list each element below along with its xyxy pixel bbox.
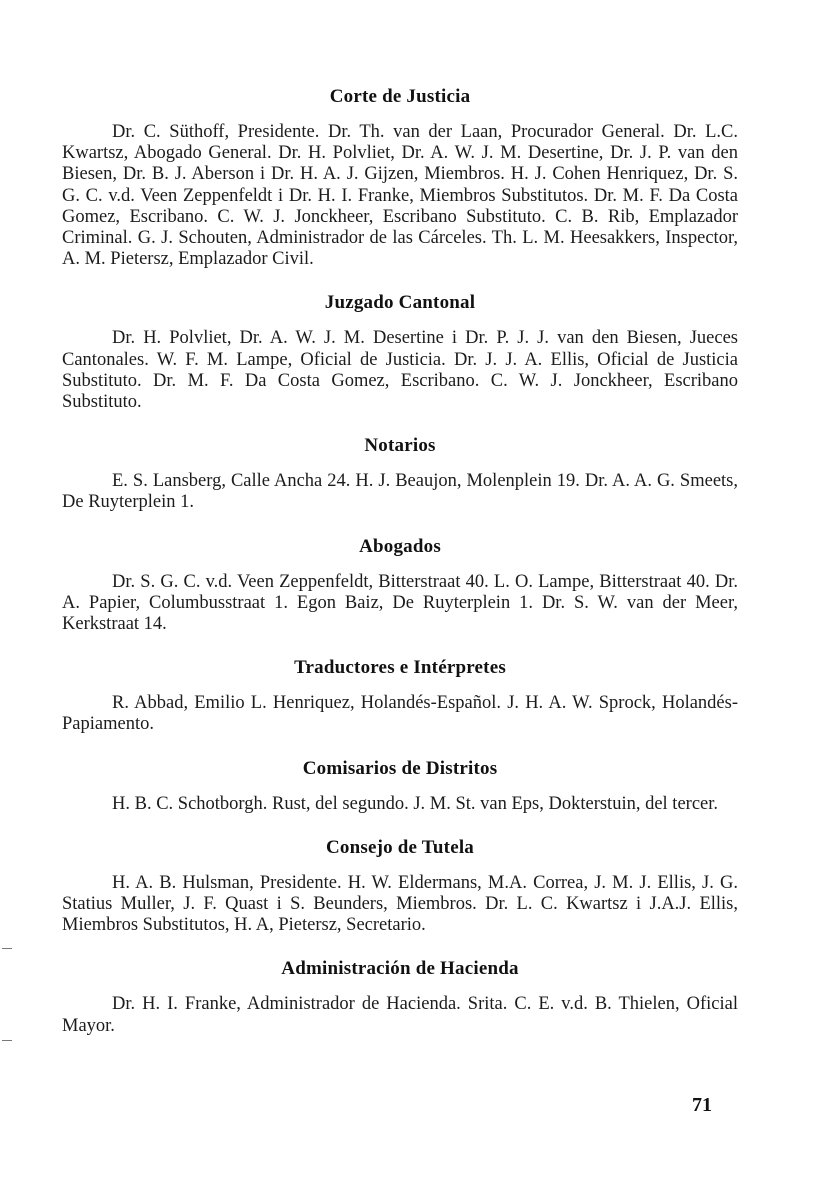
margin-mark: [2, 948, 12, 949]
section-title: Corte de Justicia: [329, 86, 471, 107]
page-number: 71: [692, 1094, 712, 1116]
section-notarios: [62, 435, 738, 513]
section-body: R. Abbad, Emilio L. Henriquez, Holandés-Español. J. H. A. W. Sprock, Holandés-Papiamento.: [62, 693, 738, 735]
section-abogados: [62, 536, 738, 636]
section-title: Juzgado Cantonal: [324, 292, 476, 314]
section-title: Comisarios de Distritos: [302, 757, 498, 779]
section-administracion-de-hacienda: [62, 958, 738, 1036]
section-juzgado-cantonal: [62, 292, 738, 413]
section-comisarios: [62, 758, 738, 815]
section-corte-de-justicia: [62, 86, 738, 270]
section-title: Traductores e Intérpretes: [294, 657, 506, 679]
section-title: Notarios: [364, 435, 436, 457]
section-title: Administración de Hacienda: [281, 958, 519, 980]
section-body: Dr. C. Süthoff, Presidente. Dr. Th. van der Laan, Procurador General. Dr. L.C. Kwartsz, Abogado General. Dr. H. Polvliet, Dr. A. W. J. M. Desertine, Dr. J. P. van den Biesen, Dr. B. J. Aberson i Dr. H. A. J. Gijzen, Miembros. H. J. Cohen Henriquez, Dr. S. G. C. v.d. Veen Zeppenfeldt i Dr. H. I. Franke, Miembros Substitutos. Dr. M. F. Da Costa Gomez, Escribano. C. W. J. Jonckheer, Escribano Substituto. C. B. Rib, Emplazador Criminal. G. J. Schouten, Administrador de las Cárceles. Th. L. M. Heesakkers, Inspector, A. M. Pietersz, Emplazador Civil.: [62, 122, 738, 270]
section-traductores: [62, 657, 738, 735]
document-page: [62, 86, 738, 1059]
section-body: Dr. H. I. Franke, Administrador de Hacienda. Srita. C. E. v.d. B. Thielen, Oficial Mayor.: [62, 994, 738, 1036]
section-body: Dr. S. G. C. v.d. Veen Zeppenfeldt, Bitterstraat 40. L. O. Lampe, Bitterstraat 40. Dr. A. Papier, Columbusstraat 1. Egon Baiz, De Ruyterplein 1. Dr. S. W. van der Meer, Kerkstraat 14.: [62, 571, 738, 635]
section-title: Consejo de Tutela: [325, 836, 475, 858]
section-body: E. S. Lansberg, Calle Ancha 24. H. J. Beaujon, Molenplein 19. Dr. A. A. G. Smeets, De Ruyterplein 1.: [62, 471, 738, 513]
section-title: Abogados: [359, 535, 441, 557]
margin-mark: [2, 1040, 12, 1041]
section-body: H. B. C. Schotborgh. Rust, del segundo. J. M. St. van Eps, Dokterstuin, del tercer.: [112, 793, 719, 814]
section-body: H. A. B. Hulsman, Presidente. H. W. Eldermans, M.A. Correa, J. M. J. Ellis, J. G. Statius Muller, J. F. Quast i S. Beunders, Miembros. Dr. L. C. Kwartsz i J.A.J. Ellis, Miembros Substitutos, H. A, Pietersz, Secretario.: [62, 872, 738, 936]
section-consejo-de-tutela: [62, 837, 738, 937]
section-body: Dr. H. Polvliet, Dr. A. W. J. M. Desertine i Dr. P. J. J. van den Biesen, Jueces Cantonales. W. F. M. Lampe, Oficial de Justicia. Dr. J. J. A. Ellis, Oficial de Justicia Substituto. Dr. M. F. Da Costa Gomez, Escribano. C. W. J. Jonckheer, Escribano Substituto.: [62, 328, 738, 413]
